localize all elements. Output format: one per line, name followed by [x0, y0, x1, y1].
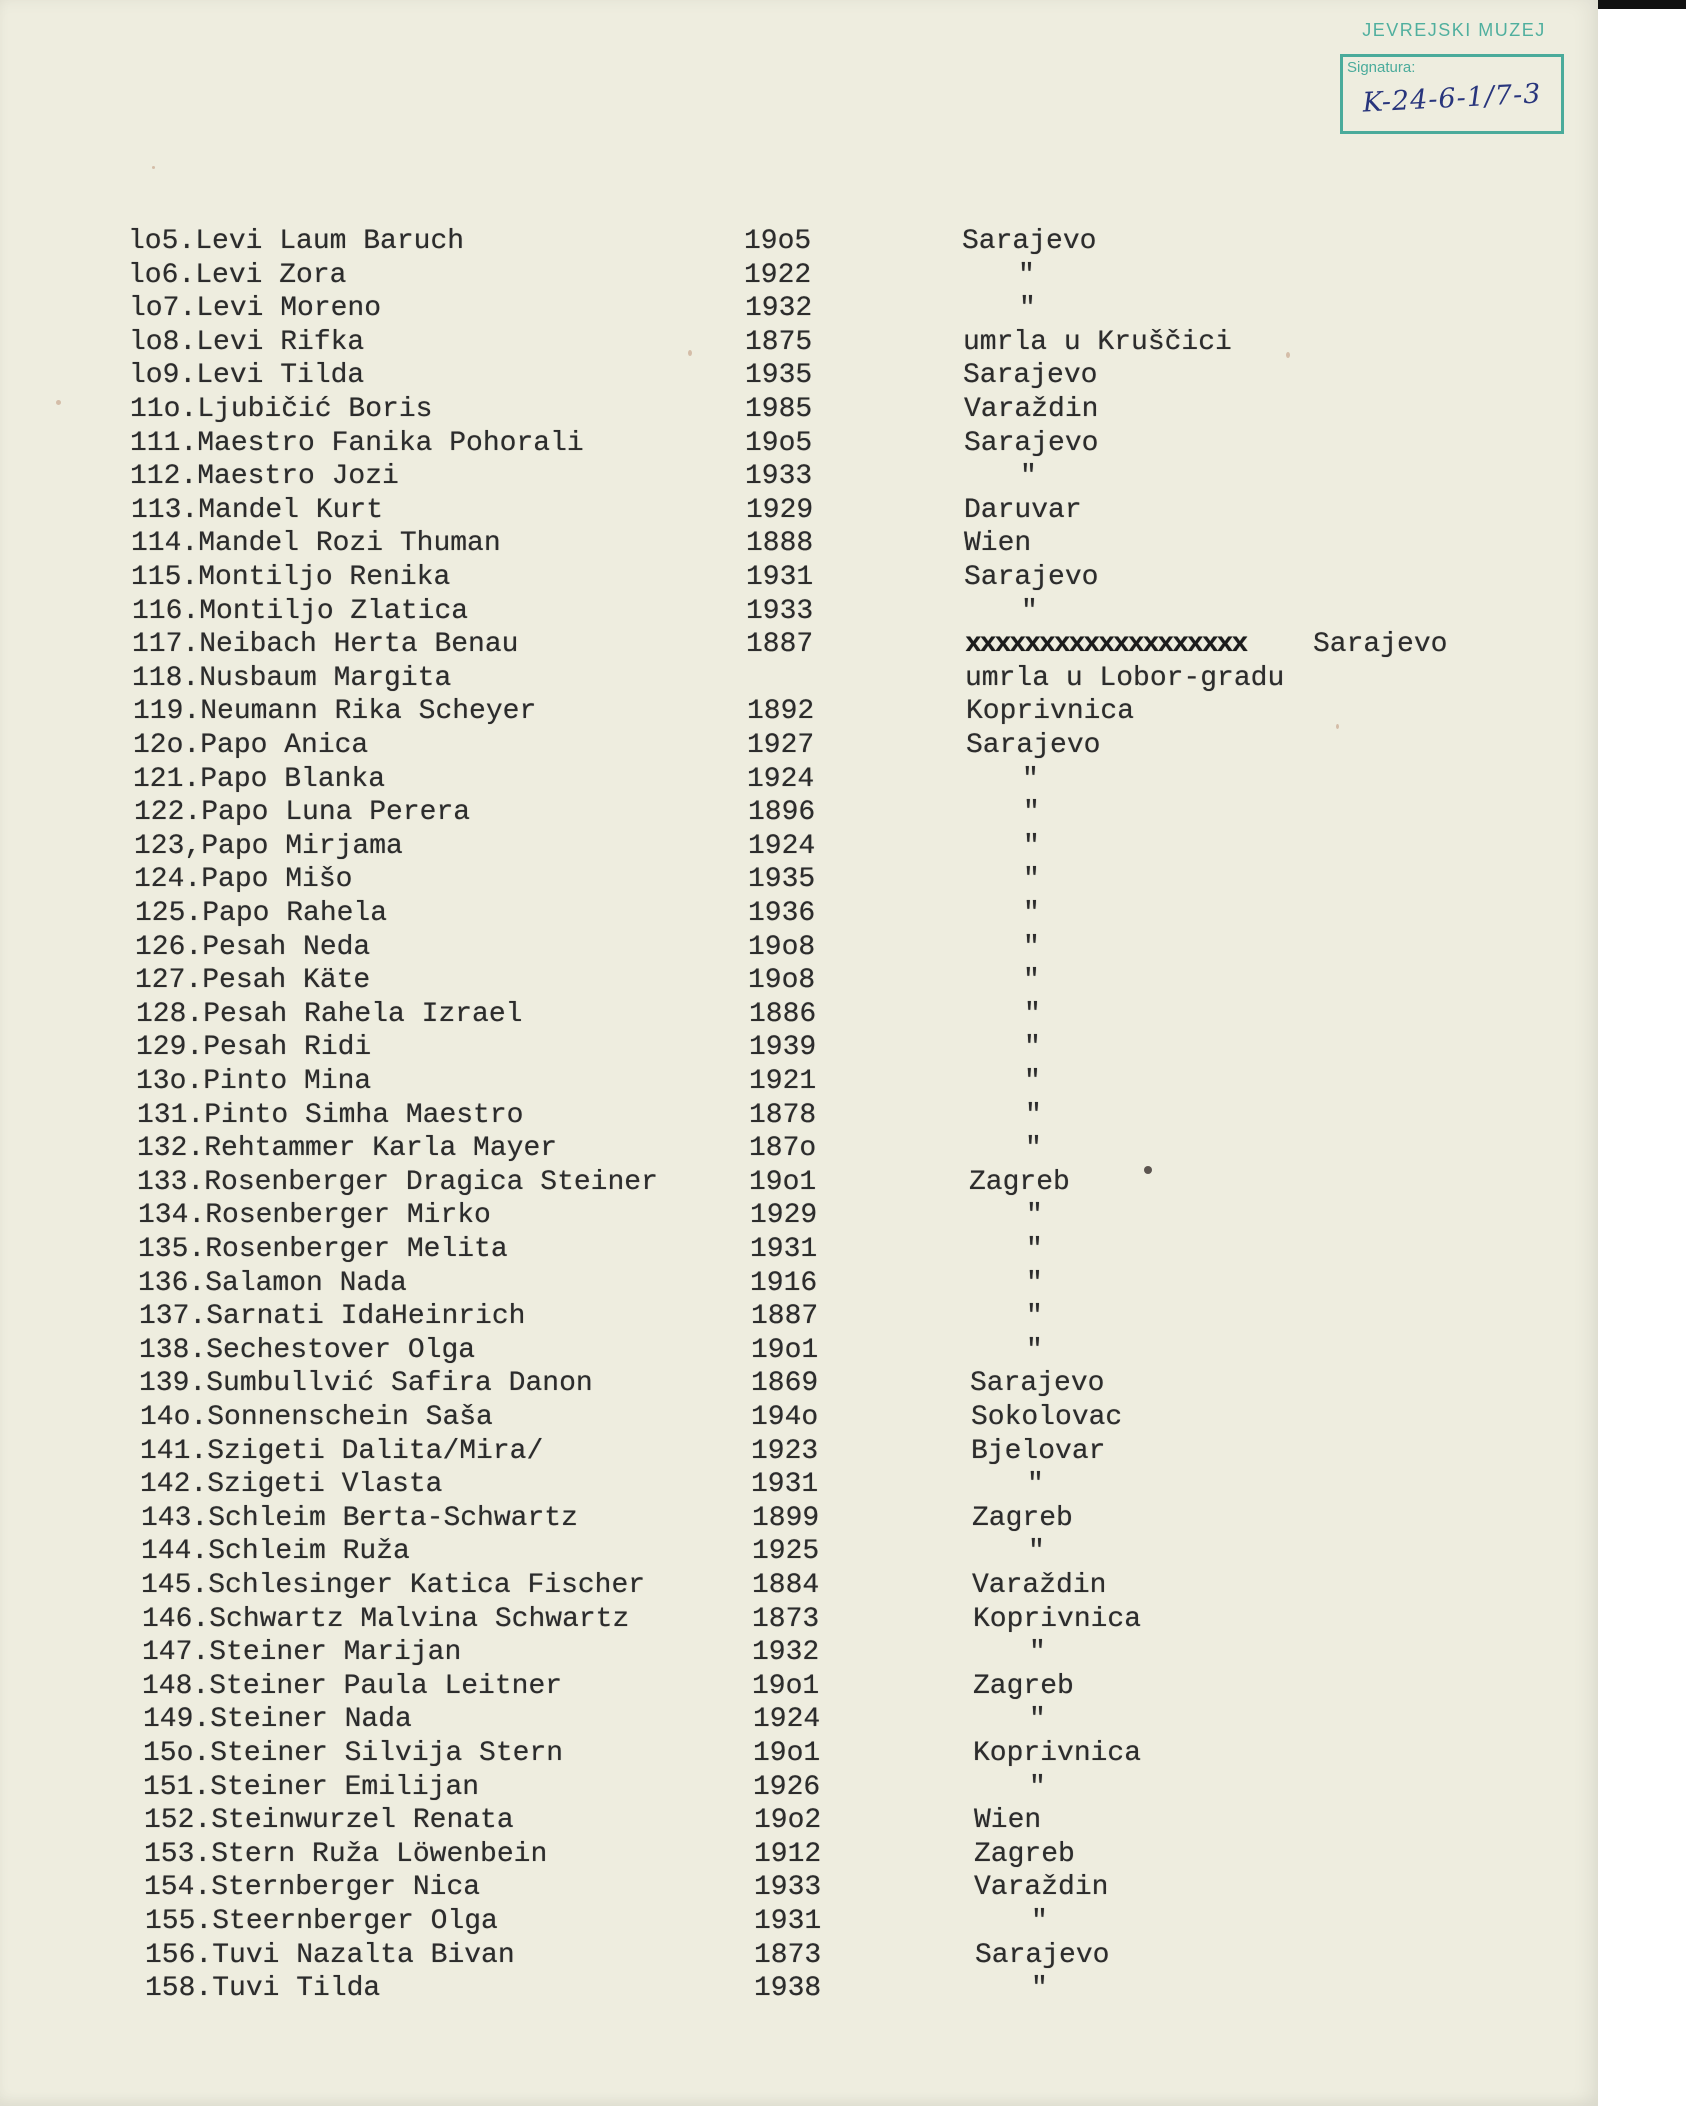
- list-item: [0, 1234, 1598, 1266]
- birth-year: 1927: [747, 730, 815, 761]
- birth-year: 1887: [751, 1301, 819, 1333]
- birth-year: 1922: [744, 259, 812, 291]
- person-name: 126.Pesah Neda: [135, 931, 371, 963]
- birth-year: 1931: [750, 1234, 818, 1265]
- birth-year: 1924: [753, 1704, 821, 1736]
- birth-year: 1931: [751, 1469, 819, 1501]
- place-name: Sarajevo: [975, 1939, 1110, 1971]
- ditto-mark: ": [1023, 965, 1040, 997]
- birth-year: 1886: [749, 998, 817, 1030]
- list-item: [0, 360, 1598, 392]
- birth-year: 1916: [750, 1267, 818, 1299]
- person-name: 121.Papo Blanka: [133, 763, 386, 795]
- list-item: [0, 1335, 1598, 1367]
- ditto-mark: ": [1025, 1099, 1042, 1131]
- birth-year: 1926: [753, 1771, 821, 1803]
- list-item: [0, 1637, 1598, 1669]
- place-name: Sokolovac: [971, 1402, 1123, 1433]
- person-name: 12o.Papo Anica: [133, 730, 369, 761]
- ditto-mark: ": [1025, 1133, 1042, 1165]
- person-name: 137.Sarnati IdaHeinrich: [139, 1301, 526, 1333]
- ditto-mark: ": [1020, 461, 1037, 493]
- list-item: [0, 1738, 1598, 1770]
- birth-year: 1878: [749, 1099, 817, 1131]
- birth-year: 1938: [754, 1973, 822, 2005]
- birth-year: 19o1: [752, 1670, 820, 1702]
- person-name: 141.Szigeti Dalita/Mira/: [140, 1435, 544, 1467]
- person-name: 115.Montiljo Renika: [131, 562, 451, 593]
- birth-year: 19o2: [754, 1805, 822, 1837]
- person-name: lo8.Levi Rifka: [129, 326, 365, 358]
- person-name: 139.Sumbullvić Safira Danon: [139, 1368, 593, 1400]
- list-item: [0, 1536, 1598, 1568]
- list-item: [0, 696, 1598, 728]
- ditto-mark: ": [1023, 797, 1040, 829]
- person-name: 122.Papo Luna Perera: [134, 797, 471, 829]
- birth-year: 1923: [751, 1435, 819, 1467]
- place-name: Sarajevo: [1313, 629, 1448, 661]
- person-name: 151.Steiner Emilijan: [143, 1771, 480, 1803]
- struck-out-text: xxxxxxxxxxxxxxxxxxx: [965, 629, 1247, 661]
- scan-edge-mark: [1598, 0, 1686, 9]
- birth-year: 194o: [751, 1402, 819, 1433]
- ditto-mark: ": [1023, 864, 1040, 896]
- list-item: [0, 864, 1598, 896]
- person-name: 117.Neibach Herta Benau: [132, 629, 519, 661]
- list-item: [0, 898, 1598, 930]
- list-item: [0, 764, 1598, 796]
- list-item: [0, 495, 1598, 527]
- list-item: [0, 1906, 1598, 1938]
- person-name: 152.Steinwurzel Renata: [144, 1805, 514, 1837]
- person-name: 119.Neumann Rika Scheyer: [133, 696, 537, 728]
- place-name: Zagreb: [969, 1166, 1070, 1198]
- ditto-mark: ": [1021, 595, 1038, 627]
- ditto-mark: ": [1018, 259, 1035, 291]
- ditto-mark: ": [1026, 1334, 1043, 1366]
- person-name: 113.Mandel Kurt: [131, 494, 384, 526]
- birth-year: 1875: [745, 326, 813, 358]
- birth-year: 1932: [745, 293, 813, 325]
- ditto-mark: ": [1022, 763, 1039, 795]
- person-name: 14o.Sonnenschein Saša: [140, 1402, 493, 1433]
- list-item: [0, 1503, 1598, 1535]
- birth-year: 1912: [754, 1838, 822, 1870]
- paper-speck: [152, 166, 155, 169]
- ink-dot: [1144, 1166, 1152, 1174]
- birth-year: 1896: [748, 797, 816, 829]
- person-name: 158.Tuvi Tilda: [145, 1973, 381, 2005]
- list-item: [0, 596, 1598, 628]
- birth-year: 1985: [745, 394, 813, 425]
- person-name: 129.Pesah Ridi: [136, 1032, 372, 1064]
- ditto-mark: ": [1023, 931, 1040, 963]
- person-name: lo5.Levi Laum Baruch: [128, 226, 465, 257]
- person-name: 136.Salamon Nada: [138, 1267, 407, 1299]
- list-item: [0, 461, 1598, 493]
- list-item: [0, 1200, 1598, 1232]
- list-item: [0, 1402, 1598, 1434]
- person-name: lo6.Levi Zora: [128, 259, 347, 291]
- ditto-mark: ": [1024, 998, 1041, 1030]
- birth-year: 1931: [754, 1906, 822, 1937]
- ditto-mark: ": [1023, 898, 1040, 929]
- paper-speck: [1336, 724, 1339, 729]
- ditto-mark: ": [1031, 1973, 1048, 2005]
- ditto-mark: ": [1027, 1469, 1044, 1501]
- stamp-handwritten-signature: K-24-6-1/7-3: [1361, 78, 1543, 119]
- person-name: 145.Schlesinger Katica Fischer: [141, 1570, 646, 1601]
- birth-year: 1929: [750, 1200, 818, 1232]
- list-item: [0, 528, 1598, 560]
- place-name: Koprivnica: [966, 696, 1135, 728]
- place-name: Sarajevo: [964, 562, 1099, 593]
- place-name: Zagreb: [974, 1838, 1075, 1870]
- birth-year: 1884: [752, 1570, 820, 1601]
- person-name: 148.Steiner Paula Leitner: [142, 1670, 563, 1702]
- list-item: [0, 1368, 1598, 1400]
- person-name: 111.Maestro Fanika Pohorali: [130, 427, 584, 459]
- list-item: [0, 629, 1598, 661]
- person-name: 133.Rosenberger Dragica Steiner: [137, 1166, 658, 1198]
- birth-year: 1888: [746, 528, 814, 560]
- person-name: 147.Steiner Marijan: [142, 1637, 462, 1669]
- birth-year: 1869: [751, 1368, 819, 1400]
- place-name: Zagreb: [972, 1502, 1073, 1534]
- paper-speck: [1286, 352, 1290, 358]
- birth-year: 1939: [749, 1032, 817, 1064]
- ditto-mark: ": [1026, 1234, 1043, 1265]
- list-item: [0, 1032, 1598, 1064]
- list-item: [0, 1570, 1598, 1602]
- ditto-mark: ": [1023, 830, 1040, 862]
- person-name: 146.Schwartz Malvina Schwartz: [142, 1603, 630, 1635]
- birth-year: 1873: [754, 1939, 822, 1971]
- ditto-mark: ": [1029, 1637, 1046, 1669]
- person-name: 128.Pesah Rahela Izrael: [136, 998, 523, 1030]
- list-item: [0, 428, 1598, 460]
- paper-speck: [688, 350, 692, 356]
- ditto-mark: ": [1029, 1704, 1046, 1736]
- stamp-signature-box: [1340, 54, 1564, 134]
- paper-speck: [56, 400, 61, 405]
- birth-year: 1935: [745, 360, 813, 392]
- place-name: umrla u Kruščici: [963, 326, 1232, 358]
- place-name: Bjelovar: [971, 1435, 1106, 1467]
- list-item: [0, 260, 1598, 292]
- list-item: [0, 1973, 1598, 2005]
- person-name: lo9.Levi Tilda: [129, 360, 365, 392]
- birth-year: 1933: [754, 1872, 822, 1904]
- ditto-mark: ": [1026, 1267, 1043, 1299]
- person-name: 135.Rosenberger Melita: [138, 1234, 508, 1265]
- ditto-mark: ": [1024, 1032, 1041, 1064]
- list-item: [0, 1100, 1598, 1132]
- list-item: [0, 730, 1598, 762]
- person-name: 155.Steernberger Olga: [145, 1906, 498, 1937]
- birth-year: 1933: [745, 461, 813, 493]
- place-name: Varaždin: [972, 1570, 1107, 1601]
- ditto-mark: ": [1026, 1200, 1043, 1232]
- birth-year: 1933: [746, 595, 814, 627]
- birth-year: 1932: [752, 1637, 820, 1669]
- list-item: [0, 226, 1598, 258]
- list-item: [0, 663, 1598, 695]
- place-name: Sarajevo: [964, 427, 1099, 459]
- birth-year: 1925: [752, 1536, 820, 1568]
- place-name: Sarajevo: [963, 360, 1098, 392]
- person-name: 125.Papo Rahela: [135, 898, 388, 929]
- birth-year: 19o1: [751, 1334, 819, 1366]
- place-name: Koprivnica: [973, 1603, 1142, 1635]
- stamp-signature-label: Signatura:: [1347, 59, 1416, 76]
- ditto-mark: ": [1031, 1906, 1048, 1937]
- list-item: [0, 1940, 1598, 1972]
- list-item: [0, 1872, 1598, 1904]
- place-name: umrla u Lobor-gradu: [965, 662, 1285, 694]
- person-name: 154.Sternberger Nica: [144, 1872, 481, 1904]
- place-name: Wien: [974, 1805, 1042, 1837]
- list-item: [0, 1469, 1598, 1501]
- place-name: Koprivnica: [973, 1738, 1142, 1769]
- list-item: [0, 293, 1598, 325]
- birth-year: 1936: [748, 898, 816, 929]
- person-name: 127.Pesah Käte: [135, 965, 371, 997]
- birth-year: 1931: [746, 562, 814, 593]
- list-item: [0, 1268, 1598, 1300]
- birth-year: 1892: [747, 696, 815, 728]
- ditto-mark: ": [1026, 1301, 1043, 1333]
- list-item: [0, 394, 1598, 426]
- list-item: [0, 1604, 1598, 1636]
- list-item: [0, 965, 1598, 997]
- place-name: Daruvar: [964, 494, 1082, 526]
- person-name: 132.Rehtammer Karla Mayer: [137, 1133, 558, 1165]
- list-item: [0, 1167, 1598, 1199]
- ditto-mark: ": [1024, 1066, 1041, 1097]
- birth-year: 19o8: [748, 965, 816, 997]
- list-item: [0, 1671, 1598, 1703]
- birth-year: 1887: [746, 629, 814, 661]
- list-item: [0, 1839, 1598, 1871]
- birth-year: 1899: [752, 1502, 820, 1534]
- list-item: [0, 1133, 1598, 1165]
- list-item: [0, 999, 1598, 1031]
- person-name: 134.Rosenberger Mirko: [138, 1200, 491, 1232]
- ditto-mark: ": [1029, 1771, 1046, 1803]
- ditto-mark: ": [1028, 1536, 1045, 1568]
- person-name: 143.Schleim Berta-Schwartz: [141, 1502, 578, 1534]
- person-name: 138.Sechestover Olga: [139, 1334, 476, 1366]
- person-name: 118.Nusbaum Margita: [132, 662, 452, 694]
- birth-year: 19o5: [744, 226, 812, 257]
- list-item: [0, 1704, 1598, 1736]
- person-name: 131.Pinto Simha Maestro: [137, 1099, 524, 1131]
- ditto-mark: ": [1019, 293, 1036, 325]
- birth-year: 19o5: [745, 427, 813, 459]
- person-name: lo7.Levi Moreno: [129, 293, 382, 325]
- birth-year: 1924: [747, 763, 815, 795]
- person-name: 11o.Ljubičić Boris: [130, 394, 433, 425]
- person-name: 156.Tuvi Nazalta Bivan: [145, 1939, 515, 1971]
- birth-year: 1924: [748, 830, 816, 862]
- person-name: 13o.Pinto Mina: [136, 1066, 372, 1097]
- person-name: 116.Montiljo Zlatica: [132, 595, 469, 627]
- birth-year: 1929: [746, 494, 814, 526]
- birth-year: 1921: [749, 1066, 817, 1097]
- place-name: Wien: [964, 528, 1032, 560]
- person-name: 15o.Steiner Silvija Stern: [143, 1738, 564, 1769]
- list-item: [0, 831, 1598, 863]
- list-item: [0, 562, 1598, 594]
- person-name: 144.Schleim Ruža: [141, 1536, 410, 1568]
- list-item: [0, 1301, 1598, 1333]
- place-name: Varaždin: [964, 394, 1099, 425]
- list-item: [0, 932, 1598, 964]
- place-name: Sarajevo: [970, 1368, 1105, 1400]
- list-item: [0, 1805, 1598, 1837]
- stamp-museum-name: JEVREJSKI MUZEJ: [1362, 20, 1546, 40]
- list-item: [0, 1772, 1598, 1804]
- person-name: 153.Stern Ruža Löwenbein: [144, 1838, 548, 1870]
- birth-year: 1873: [752, 1603, 820, 1635]
- birth-year: 187o: [749, 1133, 817, 1165]
- person-name: 149.Steiner Nada: [143, 1704, 412, 1736]
- person-name: 124.Papo Mišo: [134, 864, 353, 896]
- birth-year: 19o1: [753, 1738, 821, 1769]
- birth-year: 19o1: [749, 1166, 817, 1198]
- person-name: 114.Mandel Rozi Thuman: [131, 528, 501, 560]
- list-item: [0, 327, 1598, 359]
- place-name: Zagreb: [973, 1670, 1074, 1702]
- person-name: 112.Maestro Jozi: [130, 461, 399, 493]
- birth-year: 19o8: [748, 931, 816, 963]
- place-name: Sarajevo: [966, 730, 1101, 761]
- list-item: [0, 797, 1598, 829]
- archive-stamp: [1338, 18, 1566, 138]
- birth-year: 1935: [748, 864, 816, 896]
- person-name: 123,Papo Mirjama: [134, 830, 403, 862]
- place-name: Sarajevo: [962, 226, 1097, 257]
- list-item: [0, 1066, 1598, 1098]
- person-name: 142.Szigeti Vlasta: [140, 1469, 443, 1501]
- place-name: Varaždin: [974, 1872, 1109, 1904]
- list-item: [0, 1436, 1598, 1468]
